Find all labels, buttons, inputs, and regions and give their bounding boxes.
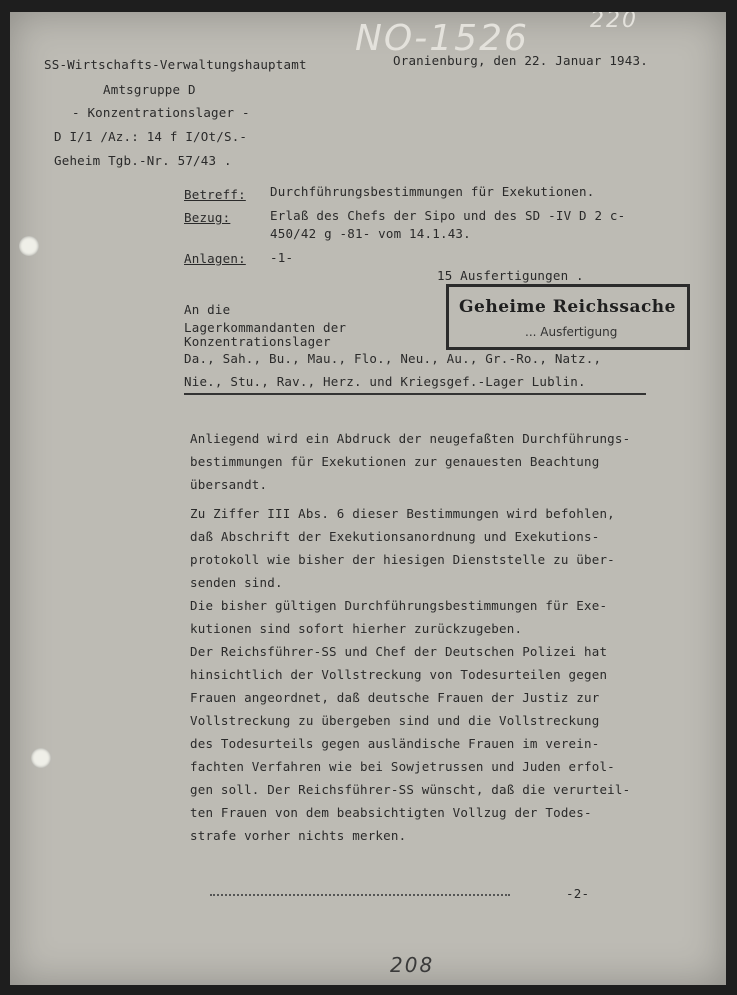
betreff-label: Betreff:	[184, 187, 246, 202]
paragraph-line: Die bisher gültigen Durchführungsbestimmungen für Exe-	[190, 598, 608, 613]
paragraph-line: fachten Verfahren wie bei Sowjetrussen und Juden erfol-	[190, 759, 615, 774]
handwritten-doc-number: NO-1526	[355, 18, 529, 59]
letterhead-line-4: D I/1 /Az.: 14 f I/Ot/S.-	[54, 129, 248, 144]
recipient-line-2: Lagerkommandanten der	[184, 320, 347, 335]
anlagen-label: Anlagen:	[184, 251, 246, 266]
paragraph-line: übersandt.	[190, 477, 268, 492]
paragraph-line: kutionen sind sofort hierher zurückzugeben.	[190, 621, 523, 636]
handwritten-page-number: 208	[390, 953, 435, 977]
paragraph-line: strafe vorher nichts merken.	[190, 828, 407, 843]
bezug-label: Bezug:	[184, 210, 231, 225]
betreff-text: Durchführungsbestimmungen für Exekutionen.	[270, 184, 595, 199]
paragraph-line: ten Frauen von dem beabsichtigten Vollzug der Todes-	[190, 805, 592, 820]
punch-hole-top	[19, 236, 39, 256]
document-page	[10, 12, 726, 985]
paragraph-line: Frauen angeordnet, daß deutsche Frauen der Justiz zur	[190, 690, 600, 705]
paragraph-line: Anliegend wird ein Abdruck der neugefaßten Durchführungs-	[190, 431, 631, 446]
stamp-subtitle: ... Ausfertigung	[525, 325, 618, 339]
letterhead-line-1: SS-Wirtschafts-Verwaltungshauptamt	[44, 57, 307, 72]
paragraph-line: senden sind.	[190, 575, 283, 590]
paragraph-line: des Todesurteils gegen ausländische Frauen im verein-	[190, 736, 600, 751]
paragraph-line: bestimmungen für Exekutionen zur genauesten Beachtung	[190, 454, 600, 469]
continuation-marker: -2-	[566, 886, 590, 901]
paragraph-line: daß Abschrift der Exekutionsanordnung und Exekutions-	[190, 529, 600, 544]
paragraph-line: gen soll. Der Reichsführer-SS wünscht, daß die verurteil-	[190, 782, 631, 797]
punch-hole-bottom	[31, 748, 51, 768]
letterhead-line-2: Amtsgruppe D	[103, 82, 196, 97]
bottom-dotted-rule	[210, 894, 510, 896]
recipient-line-4: Da., Sah., Bu., Mau., Flo., Neu., Au., Gr.-Ro., Natz.,	[184, 351, 602, 366]
anlagen-text: -1-	[270, 250, 294, 265]
copies-count: 15 Ausfertigungen .	[437, 268, 584, 283]
secret-stamp	[446, 284, 690, 350]
paragraph-line: hinsichtlich der Vollstreckung von Todesurteilen gegen	[190, 667, 608, 682]
recipient-line-3: Konzentrationslager	[184, 334, 331, 349]
paragraph-line: Zu Ziffer III Abs. 6 dieser Bestimmungen wird befohlen,	[190, 506, 615, 521]
paragraph-line: Der Reichsführer-SS und Chef der Deutschen Polizei hat	[190, 644, 608, 659]
recipient-line-5: Nie., Stu., Rav., Herz. und Kriegsgef.-Lager Lublin.	[184, 374, 586, 389]
recipient-line-1: An die	[184, 302, 231, 317]
letterhead-line-3: - Konzentrationslager -	[72, 105, 250, 120]
letterhead-line-5: Geheim Tgb.-Nr. 57/43 .	[54, 153, 232, 168]
stamp-title: Geheime Reichssache	[459, 297, 676, 317]
bezug-line-2: 450/42 g -81- vom 14.1.43.	[270, 226, 471, 241]
handwritten-folio: 220	[590, 12, 638, 33]
paragraph-line: Vollstreckung zu übergeben sind und die Vollstreckung	[190, 713, 600, 728]
place-date: Oranienburg, den 22. Januar 1943.	[393, 53, 648, 68]
paragraph-line: protokoll wie bisher der hiesigen Dienststelle zu über-	[190, 552, 615, 567]
bezug-line-1: Erlaß des Chefs der Sipo und des SD -IV D 2 c-	[270, 208, 626, 223]
recipient-underline	[184, 393, 646, 395]
